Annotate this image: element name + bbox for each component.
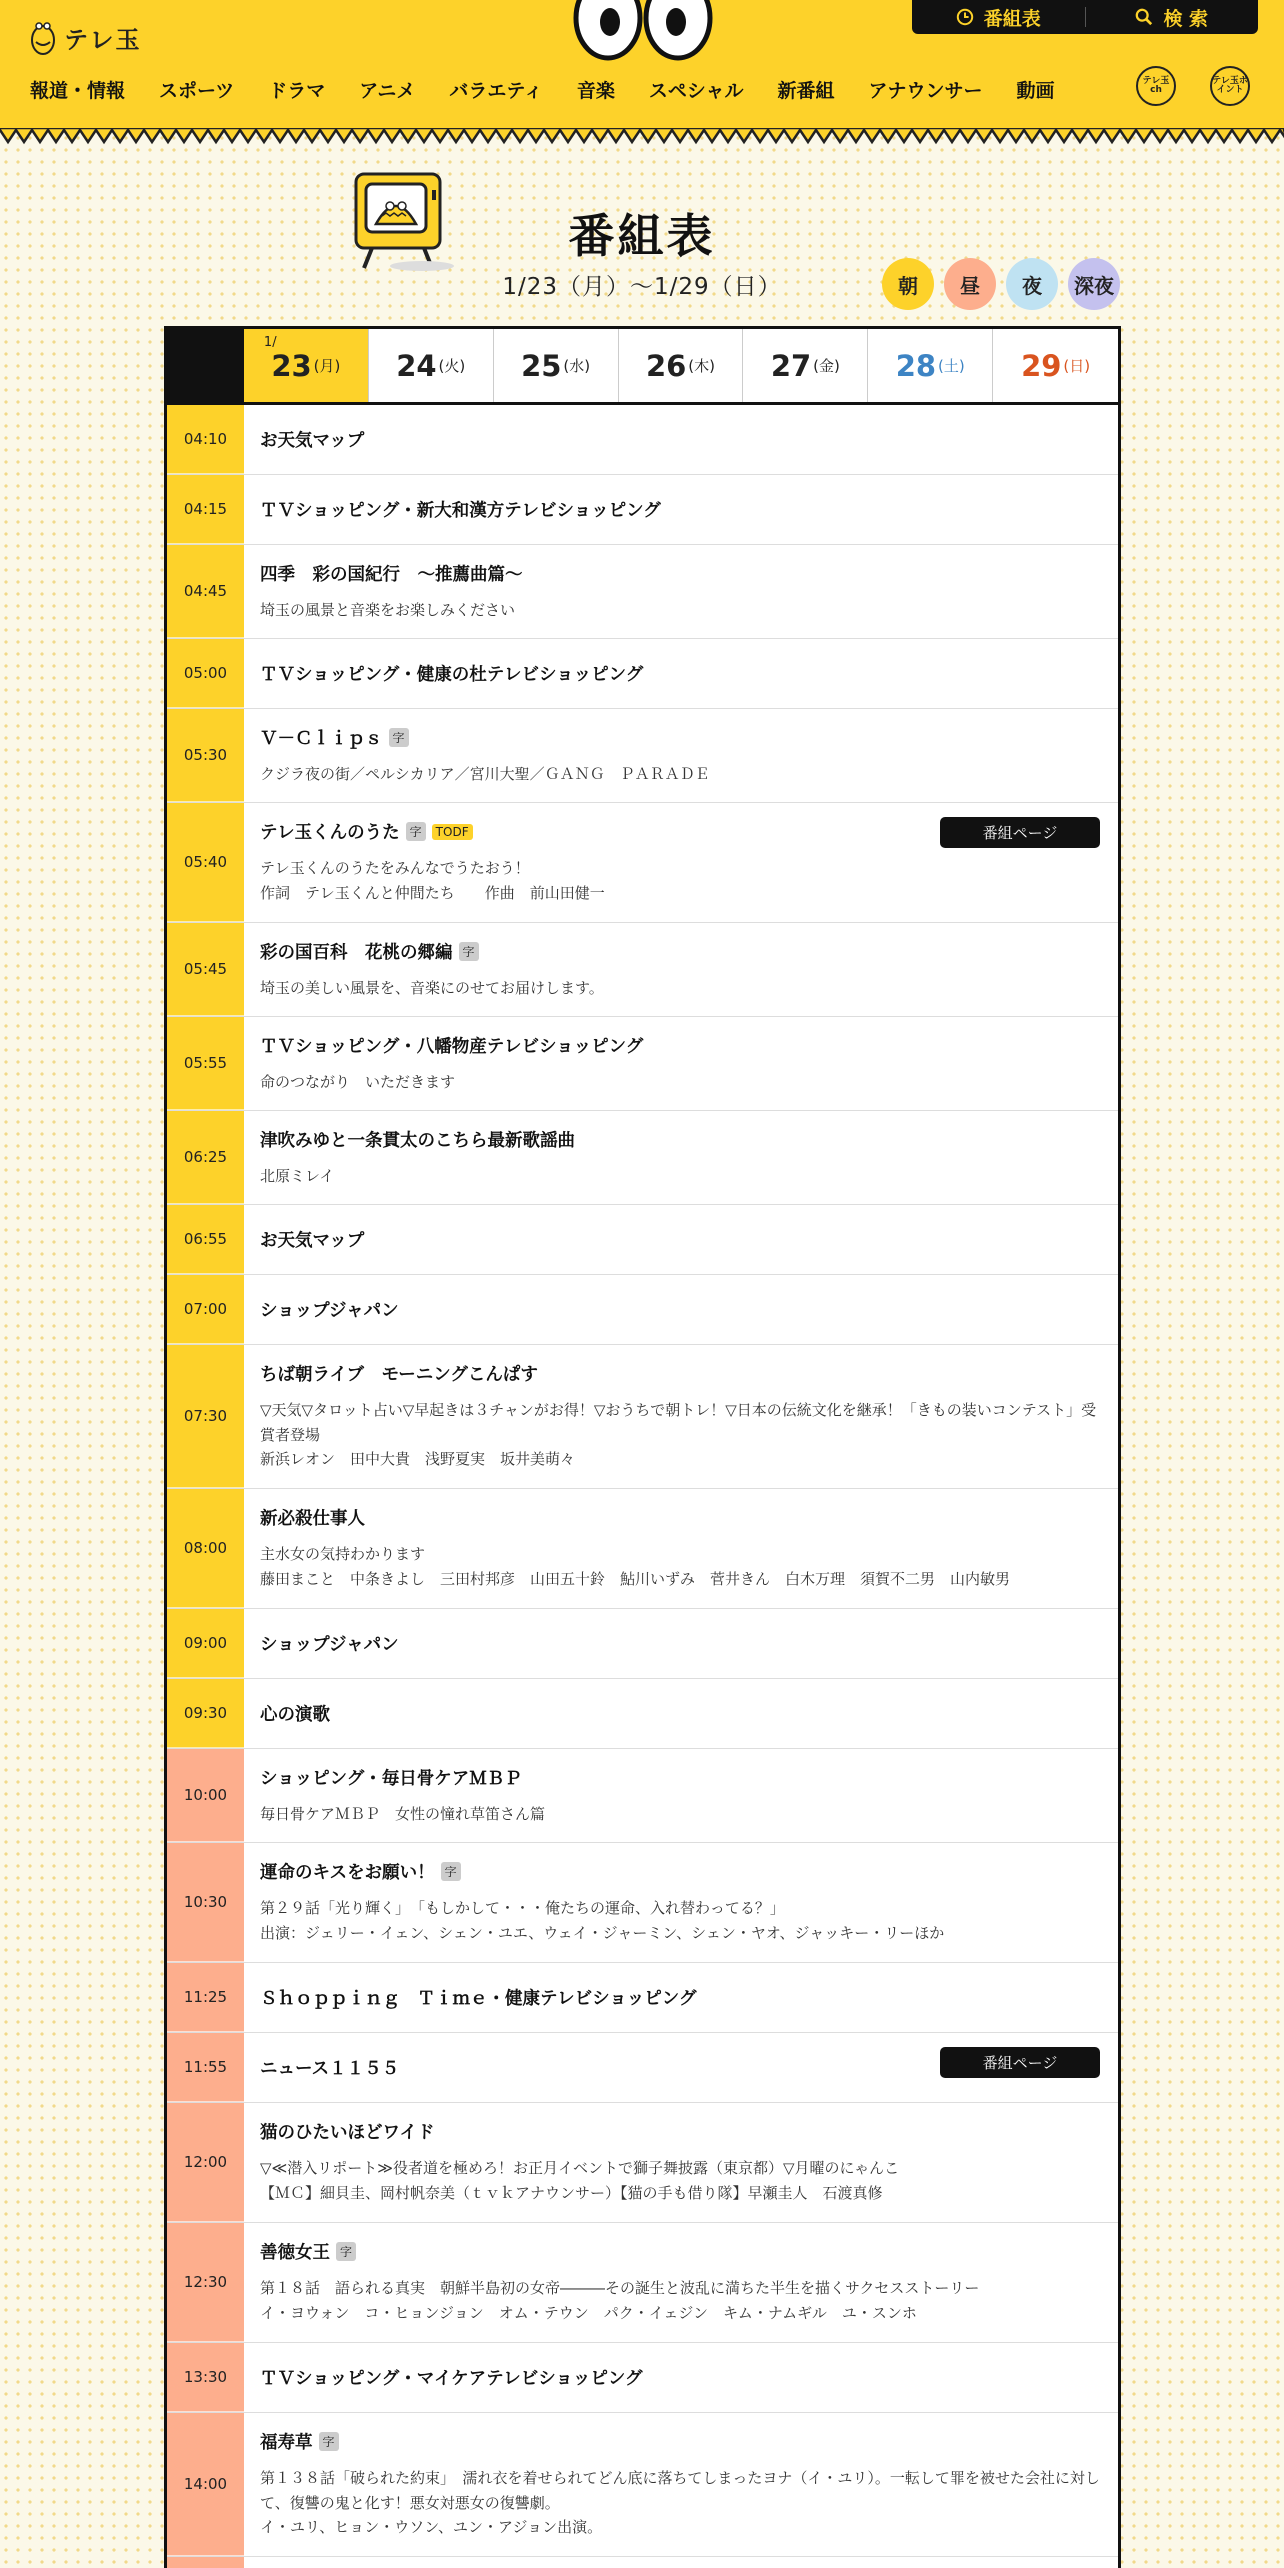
program-start-time: 04:10 xyxy=(167,405,244,474)
day-tab-26[interactable] xyxy=(619,329,744,402)
program-title-text: ＴＶショッピング・マイケアテレビショッピング xyxy=(260,2369,643,2389)
program-title-text: Ｖ－Ｃｌｉｐｓ xyxy=(260,728,383,749)
day-weekday: (日) xyxy=(1063,357,1091,375)
program-title-text: ちば朝ライブ モーニングこんぱす xyxy=(260,1364,538,1385)
week-date-range: 1/23（月）〜1/29（日） xyxy=(502,274,782,300)
program-title[interactable] xyxy=(260,1297,1102,1322)
day-row-corner xyxy=(167,329,244,402)
program-row[interactable] xyxy=(167,1345,1118,1489)
program-description: 主水女の気持わかります 藤田まこと 中条きよし 三田村邦彦 山田五十鈴 鮎川いずみ 菅井きん 白木万理 須賀不二男 山内敏男 xyxy=(260,1545,1011,1588)
program-title[interactable] xyxy=(260,1361,1102,1386)
program-info xyxy=(244,1017,1118,1110)
program-start-time: 10:30 xyxy=(167,1843,244,1962)
program-start-time xyxy=(167,2557,244,2568)
program-start-time: 14:00 xyxy=(167,2413,244,2556)
nav-item-music[interactable]: 音楽 xyxy=(576,80,615,102)
program-row[interactable] xyxy=(167,1749,1118,1843)
day-tab-25[interactable] xyxy=(494,329,619,402)
site-header xyxy=(0,0,1284,130)
program-title-text: 心の演歌 xyxy=(260,1705,330,1725)
program-info xyxy=(244,405,1118,474)
subtitle-badge: 字 xyxy=(441,1862,461,1881)
day-tab-23[interactable] xyxy=(244,329,369,402)
program-start-time: 09:30 xyxy=(167,1679,244,1748)
program-title[interactable] xyxy=(260,2239,1102,2264)
program-title[interactable] xyxy=(260,427,1102,452)
period-label: 夜 xyxy=(1022,273,1042,298)
program-title[interactable] xyxy=(260,2365,1102,2390)
program-start-time: 05:00 xyxy=(167,639,244,708)
program-info xyxy=(244,1205,1118,1274)
program-start-time: 11:55 xyxy=(167,2033,244,2102)
program-info xyxy=(244,1679,1118,1748)
program-info xyxy=(244,2343,1118,2412)
program-info xyxy=(244,639,1118,708)
program-title[interactable] xyxy=(260,939,1102,964)
program-row[interactable] xyxy=(167,1609,1118,1679)
program-title-text: ショッピング・毎日骨ケアＭＢＰ xyxy=(260,1768,522,1789)
clock-icon xyxy=(956,8,974,26)
program-title[interactable] xyxy=(260,561,1102,586)
badge-label: テレ玉ch xyxy=(1142,76,1170,95)
program-info xyxy=(244,2557,1118,2568)
day-number: 26 xyxy=(645,348,687,383)
badge-label: テレ玉ポイント xyxy=(1212,76,1248,95)
tele-tama-mascot-icon xyxy=(30,18,56,56)
program-row[interactable] xyxy=(167,405,1118,475)
program-description: テレ玉くんのうたをみんなでうたおう！ 作詞 テレ玉くんと仲間たち 作曲 前山田健一 xyxy=(260,859,605,902)
program-row[interactable] xyxy=(167,2103,1118,2223)
program-title[interactable] xyxy=(260,1227,1102,1252)
program-title-text: ＴＶショッピング・八幡物産テレビショッピング xyxy=(260,1036,644,1057)
program-title[interactable] xyxy=(260,1985,1102,2010)
period-morning-button[interactable] xyxy=(882,258,934,310)
period-label: 昼 xyxy=(960,273,980,298)
program-title-text: お天気マップ xyxy=(260,431,365,451)
nav-item-news[interactable]: 報道・情報 xyxy=(30,80,126,102)
program-description: 毎日骨ケアＭＢＰ 女性の憧れ草笛さん篇 xyxy=(260,1804,546,1823)
day-number: 28 xyxy=(895,348,937,383)
program-start-time: 08:00 xyxy=(167,1489,244,1608)
program-title[interactable] xyxy=(260,497,1102,522)
day-weekday: (火) xyxy=(438,357,466,375)
program-description: 埼玉の風景と音楽をお楽しみください xyxy=(260,600,516,619)
day-weekday: (金) xyxy=(813,357,840,375)
day-number: 27 xyxy=(770,348,812,383)
top-utility-bar xyxy=(912,0,1258,34)
program-row[interactable] xyxy=(167,1679,1118,1749)
site-logo[interactable] xyxy=(30,14,142,60)
program-row[interactable] xyxy=(167,1017,1118,1111)
day-number: 25 xyxy=(521,348,562,383)
tele-tama-channel-badge[interactable] xyxy=(1136,66,1176,106)
header-zigzag-edge xyxy=(0,128,1284,148)
program-info xyxy=(244,1609,1118,1678)
search-button[interactable] xyxy=(1086,4,1259,31)
program-description: 埼玉の美しい風景を、音楽にのせてお届けします。 xyxy=(260,978,604,997)
program-row[interactable] xyxy=(167,2343,1118,2413)
program-row[interactable] xyxy=(167,923,1118,1017)
program-description: 命のつながり いただきます xyxy=(260,1072,456,1091)
program-title[interactable] xyxy=(260,1765,1102,1790)
day-month: 1/ xyxy=(263,335,277,350)
tele-tama-point-badge[interactable] xyxy=(1210,66,1250,106)
program-start-time: 05:45 xyxy=(167,923,244,1016)
main-nav xyxy=(30,76,1089,106)
day-weekday: (月) xyxy=(313,357,341,375)
program-title[interactable] xyxy=(260,1701,1102,1726)
program-info xyxy=(244,1111,1118,1204)
program-start-time: 12:30 xyxy=(167,2223,244,2342)
subtitle-badge: 字 xyxy=(319,2432,339,2451)
program-start-time: 05:55 xyxy=(167,1017,244,1110)
program-title-text: 新必殺仕事人 xyxy=(260,1509,365,1530)
program-start-time: 11:25 xyxy=(167,1963,244,2032)
todf-badge: TODF xyxy=(432,824,473,840)
program-row[interactable] xyxy=(167,639,1118,709)
day-tab-24[interactable] xyxy=(369,329,494,402)
schedule-button-label: 番組表 xyxy=(983,7,1041,30)
page-title: 番組表 xyxy=(568,209,716,263)
program-title-text: 善徳女王 xyxy=(260,2243,330,2264)
program-title-text: ショップジャパン xyxy=(260,1301,399,1321)
program-description: 第１８話 語られる真実 朝鮮半島初の女帝―――その誕生と波乱に満ちた半生を描くサクセスストーリー イ・ヨウォン コ・ヒョンジョン オム・テウン パク・イェジン キム・ナムギル ユ・スンホ xyxy=(260,2279,980,2322)
program-start-time: 05:30 xyxy=(167,709,244,802)
logo-text: テレ玉 xyxy=(64,25,142,54)
program-title[interactable] xyxy=(260,2429,1102,2454)
program-info xyxy=(244,2413,1118,2556)
program-title-text: Ｓｈｏｐｐｉｎｇ Ｔｉｍｅ・健康テレビショッピング xyxy=(260,1989,697,2009)
search-button-label: 検 索 xyxy=(1163,7,1209,30)
program-page-button[interactable]: 番組ページ xyxy=(940,817,1100,848)
program-info xyxy=(244,2103,1118,2222)
day-number: 24 xyxy=(396,348,437,383)
program-title-text: 彩の国百科 花桃の郷編 xyxy=(260,942,453,963)
nav-item-special[interactable]: スペシャル xyxy=(648,80,744,102)
program-start-time: 09:00 xyxy=(167,1609,244,1678)
nav-item-drama[interactable]: ドラマ xyxy=(268,80,326,102)
time-period-jump xyxy=(882,258,1120,310)
program-row[interactable] xyxy=(167,2033,1118,2103)
period-daytime-button[interactable] xyxy=(944,258,996,310)
program-title[interactable] xyxy=(260,1859,1102,1884)
program-info xyxy=(244,1275,1118,1344)
program-row[interactable] xyxy=(167,709,1118,803)
period-night-button[interactable] xyxy=(1006,258,1058,310)
program-description: ▽天気▽タロット占い▽早起きは３チャンがお得！▽おうちで朝トレ！▽日本の伝統文化を継承！「きもの装いコンテスト」受賞者登場 新浜レオン 田中大貴 浅野夏実 坂井美萌々 xyxy=(260,1400,1097,1469)
program-description: 第２９話「光り輝く」 「もしかして・・・俺たちの運命、入れ替わってる？」 出演：ジェリー・イェン、シェン・ユエ、ウェイ・ジャーミン、シェン・ヤオ、ジャッキー・リーほか xyxy=(260,1899,945,1942)
program-info xyxy=(244,1963,1118,2032)
program-title-text: 津吹みゆと一条貫太のこちら最新歌謡曲 xyxy=(260,1130,575,1151)
program-description: ▽≪潜入リポート≫役者道を極めろ！お正月イベントで獅子舞披露（東京都）▽月曜のにゃんこ 【ＭＣ】細貝圭、岡村帆奈美（ｔｖｋアナウンサー）【猫の手も借り隊】早瀬圭人 石渡真修 xyxy=(260,2159,900,2202)
program-row[interactable] xyxy=(167,1843,1118,1963)
period-late-night-button[interactable] xyxy=(1068,258,1120,310)
period-label: 朝 xyxy=(898,273,918,298)
program-title[interactable] xyxy=(260,661,1102,686)
day-tab-27[interactable] xyxy=(743,329,868,402)
nav-item-new-programs[interactable]: 新番組 xyxy=(777,80,835,102)
program-page-button[interactable]: 番組ページ xyxy=(940,2047,1100,2078)
program-info xyxy=(244,545,1118,638)
program-title-text: ＴＶショッピング・新大和漢方テレビショッピング xyxy=(260,501,661,521)
program-start-time: 10:00 xyxy=(167,1749,244,1842)
program-row[interactable] xyxy=(167,1489,1118,1609)
program-start-time: 04:45 xyxy=(167,545,244,638)
program-start-time: 07:00 xyxy=(167,1275,244,1344)
nav-item-sports[interactable]: スポーツ xyxy=(159,80,235,102)
day-selector-row xyxy=(167,329,1118,405)
subtitle-badge: 字 xyxy=(459,942,479,961)
program-start-time: 13:30 xyxy=(167,2343,244,2412)
program-start-time: 04:15 xyxy=(167,475,244,544)
program-title[interactable] xyxy=(260,1505,1102,1530)
program-info xyxy=(244,1345,1118,1488)
program-description: クジラ夜の街／ペルシカリア／宮川大聖／ＧＡＮＧ ＰＡＲＡＤＥ xyxy=(260,764,710,783)
day-weekday: (土) xyxy=(938,357,965,375)
program-schedule-table xyxy=(164,326,1121,2568)
day-tab-29[interactable] xyxy=(993,329,1118,402)
program-title-text: 四季 彩の国紀行 ～推薦曲篇～ xyxy=(260,564,523,585)
program-title-text: 福寿草 xyxy=(260,2432,313,2453)
day-number: 23 xyxy=(271,348,312,383)
program-title[interactable] xyxy=(260,1631,1102,1656)
program-info xyxy=(244,923,1118,1016)
day-weekday: (木) xyxy=(688,357,716,375)
search-icon xyxy=(1135,8,1153,26)
nav-item-videos[interactable]: 動画 xyxy=(1016,80,1055,102)
program-row[interactable] xyxy=(167,1111,1118,1205)
program-info xyxy=(244,475,1118,544)
nav-item-variety[interactable]: バラエティ xyxy=(449,80,543,102)
program-title[interactable] xyxy=(260,1127,1102,1152)
day-tab-28[interactable] xyxy=(868,329,993,402)
program-info xyxy=(244,1843,1118,1962)
program-list xyxy=(167,405,1118,2568)
day-number: 29 xyxy=(1021,348,1062,383)
program-start-time: 12:00 xyxy=(167,2103,244,2222)
schedule-button[interactable] xyxy=(912,4,1085,31)
program-info xyxy=(244,1749,1118,1842)
program-start-time: 07:30 xyxy=(167,1345,244,1488)
program-row[interactable] xyxy=(167,545,1118,639)
program-row[interactable] xyxy=(167,2557,1118,2568)
program-title[interactable] xyxy=(260,1033,1102,1058)
subtitle-badge: 字 xyxy=(389,728,409,747)
program-title[interactable] xyxy=(260,725,1102,750)
program-title-text: ショップジャパン xyxy=(260,1635,399,1655)
program-title-text: ニュース１１５５ xyxy=(260,2059,400,2079)
subtitle-badge: 字 xyxy=(406,822,426,841)
period-label: 深夜 xyxy=(1074,273,1114,298)
program-description: 北原ミレイ xyxy=(260,1166,335,1185)
program-row[interactable] xyxy=(167,1963,1118,2033)
program-title-text: テレ玉くんのうた xyxy=(260,823,400,844)
mascot-eyes-icon xyxy=(568,0,718,64)
program-title-text: 猫のひたいほどワイド xyxy=(260,2123,435,2144)
program-row[interactable] xyxy=(167,1275,1118,1345)
program-info xyxy=(244,709,1118,802)
subtitle-badge: 字 xyxy=(336,2242,356,2261)
nav-item-announcers[interactable]: アナウンサー xyxy=(868,80,983,102)
program-start-time: 06:55 xyxy=(167,1205,244,1274)
program-row[interactable] xyxy=(167,2413,1118,2557)
program-start-time: 05:40 xyxy=(167,803,244,922)
program-title-text: 運命のキスをお願い！ xyxy=(260,1863,435,1884)
day-weekday: (水) xyxy=(563,357,591,375)
program-title[interactable] xyxy=(260,2119,1102,2144)
program-row[interactable] xyxy=(167,475,1118,545)
program-row[interactable] xyxy=(167,803,1118,923)
program-info xyxy=(244,1489,1118,1608)
program-row[interactable] xyxy=(167,1205,1118,1275)
program-title-text: ＴＶショッピング・健康の杜テレビショッピング xyxy=(260,665,644,685)
program-description: 第１３８話「破られた約束」 濡れ衣を着せられてどん底に落ちてしまったヨナ（イ・ユリ）。一転して罪を被せた会社に対して、復讐の鬼と化す！悪女対悪女の復讐劇。 イ・ユリ、ヒョン・ウソン、ユン・アジョン出演。 xyxy=(260,2468,1100,2537)
nav-item-anime[interactable]: アニメ xyxy=(359,80,416,102)
program-row[interactable] xyxy=(167,2223,1118,2343)
program-start-time: 06:25 xyxy=(167,1111,244,1204)
program-info xyxy=(244,2223,1118,2342)
program-title-text: お天気マップ xyxy=(260,1231,365,1251)
